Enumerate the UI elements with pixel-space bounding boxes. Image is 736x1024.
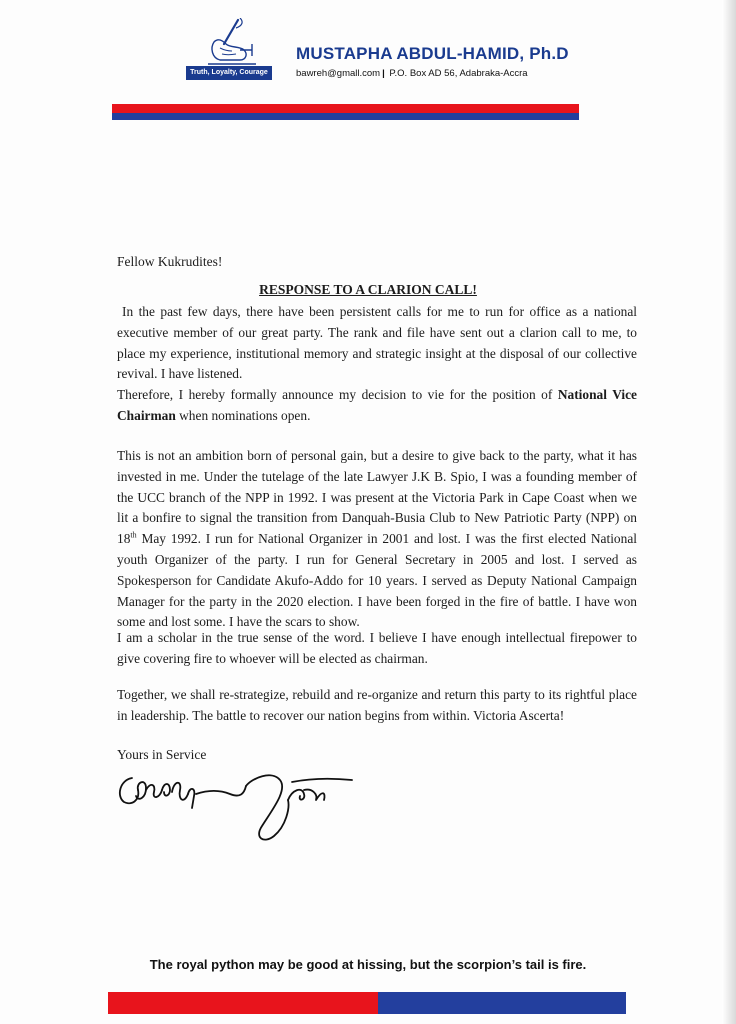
paragraph-3 <box>117 446 637 633</box>
letterhead-contact <box>296 68 528 79</box>
paragraph-3-text-b: May 1992. I run for National Organizer in 2001 and lost. I was the first elected National youth Organizer of the party. I run for General Secretary in 2005 and lost. I served as Spokesperson for Candidate Akufo-Addo for 10 years. I served as Deputy National Campaign Manager for the party in the 2020 election. I have been forged in the fire of battle. I have won some and lost some. I have the scars to show. <box>117 531 637 630</box>
letter-title <box>0 282 736 298</box>
ordinal-suffix: th <box>130 530 137 540</box>
paragraph-2 <box>117 385 637 427</box>
salutation: Fellow Kukrudites! <box>117 254 223 269</box>
closing-line: Yours in Service <box>117 747 207 762</box>
footer-stripe <box>108 992 626 1014</box>
letterhead-address: P.O. Box AD 56, Adabraka-Accra <box>389 68 528 79</box>
paragraph-2-text-b: when nominations open. <box>175 407 311 423</box>
letter-title-text: RESPONSE TO A CLARION CALL! <box>259 282 477 297</box>
position-name: National Vice Chairman <box>117 387 637 423</box>
letterhead-name: MUSTAPHA ABDUL-HAMID, Ph.D <box>296 44 569 63</box>
page-edge-shadow <box>722 0 736 1024</box>
paragraph-3-text-a: This is not an ambition born of personal gain, but a desire to give back to the party, what it has invested in me. Under the tutelage of the late Lawyer J.K B. Spio, I was a founding member of the UCC branch of the NPP in 1992. I was present at the Victoria Park in Cape Coast when we lit a bonfire to signal the transition from Danquah-Busia Club to New Patriotic Party (NPP) on 18 <box>117 448 637 547</box>
footer-tagline: The royal python may be good at hissing, but the scorpion’s tail is fire. <box>149 957 587 972</box>
letterhead-motto: Truth, Loyalty, Courage <box>186 66 272 80</box>
stripe-blue <box>112 113 579 120</box>
paragraph-2-text-a: Therefore, I hereby formally announce my decision to vie for the position of <box>117 387 558 402</box>
paragraph-1: In the past few days, there have been persistent calls for me to run for office as a national executive member of our great party. The rank and file have sent out a clarion call to me, to place my experience, institutional memory and strategic insight at the disposal of our collective revival. I have listened. <box>117 304 637 382</box>
paragraph-4: I am a scholar in the true sense of the word. I believe I have enough intellectual firepower to give covering fire to whoever will be elected as chairman. <box>117 630 637 666</box>
contact-separator: | <box>382 68 385 79</box>
letterhead-email: bawreh@gmall.com <box>296 68 381 79</box>
letterhead-stripe <box>112 104 579 120</box>
stripe-red <box>112 104 579 113</box>
paragraph-5: Together, we shall re-strategize, rebuild and re-organize and return this party to its rightful place in leadership. The battle to recover our nation begins from within. Victoria Ascerta! <box>117 687 637 723</box>
footer-stripe-blue <box>378 992 626 1014</box>
letterhead-logo <box>186 18 272 84</box>
footer-stripe-red <box>108 992 378 1014</box>
handwritten-signature <box>112 760 362 846</box>
hand-writing-quill-icon <box>200 18 260 66</box>
